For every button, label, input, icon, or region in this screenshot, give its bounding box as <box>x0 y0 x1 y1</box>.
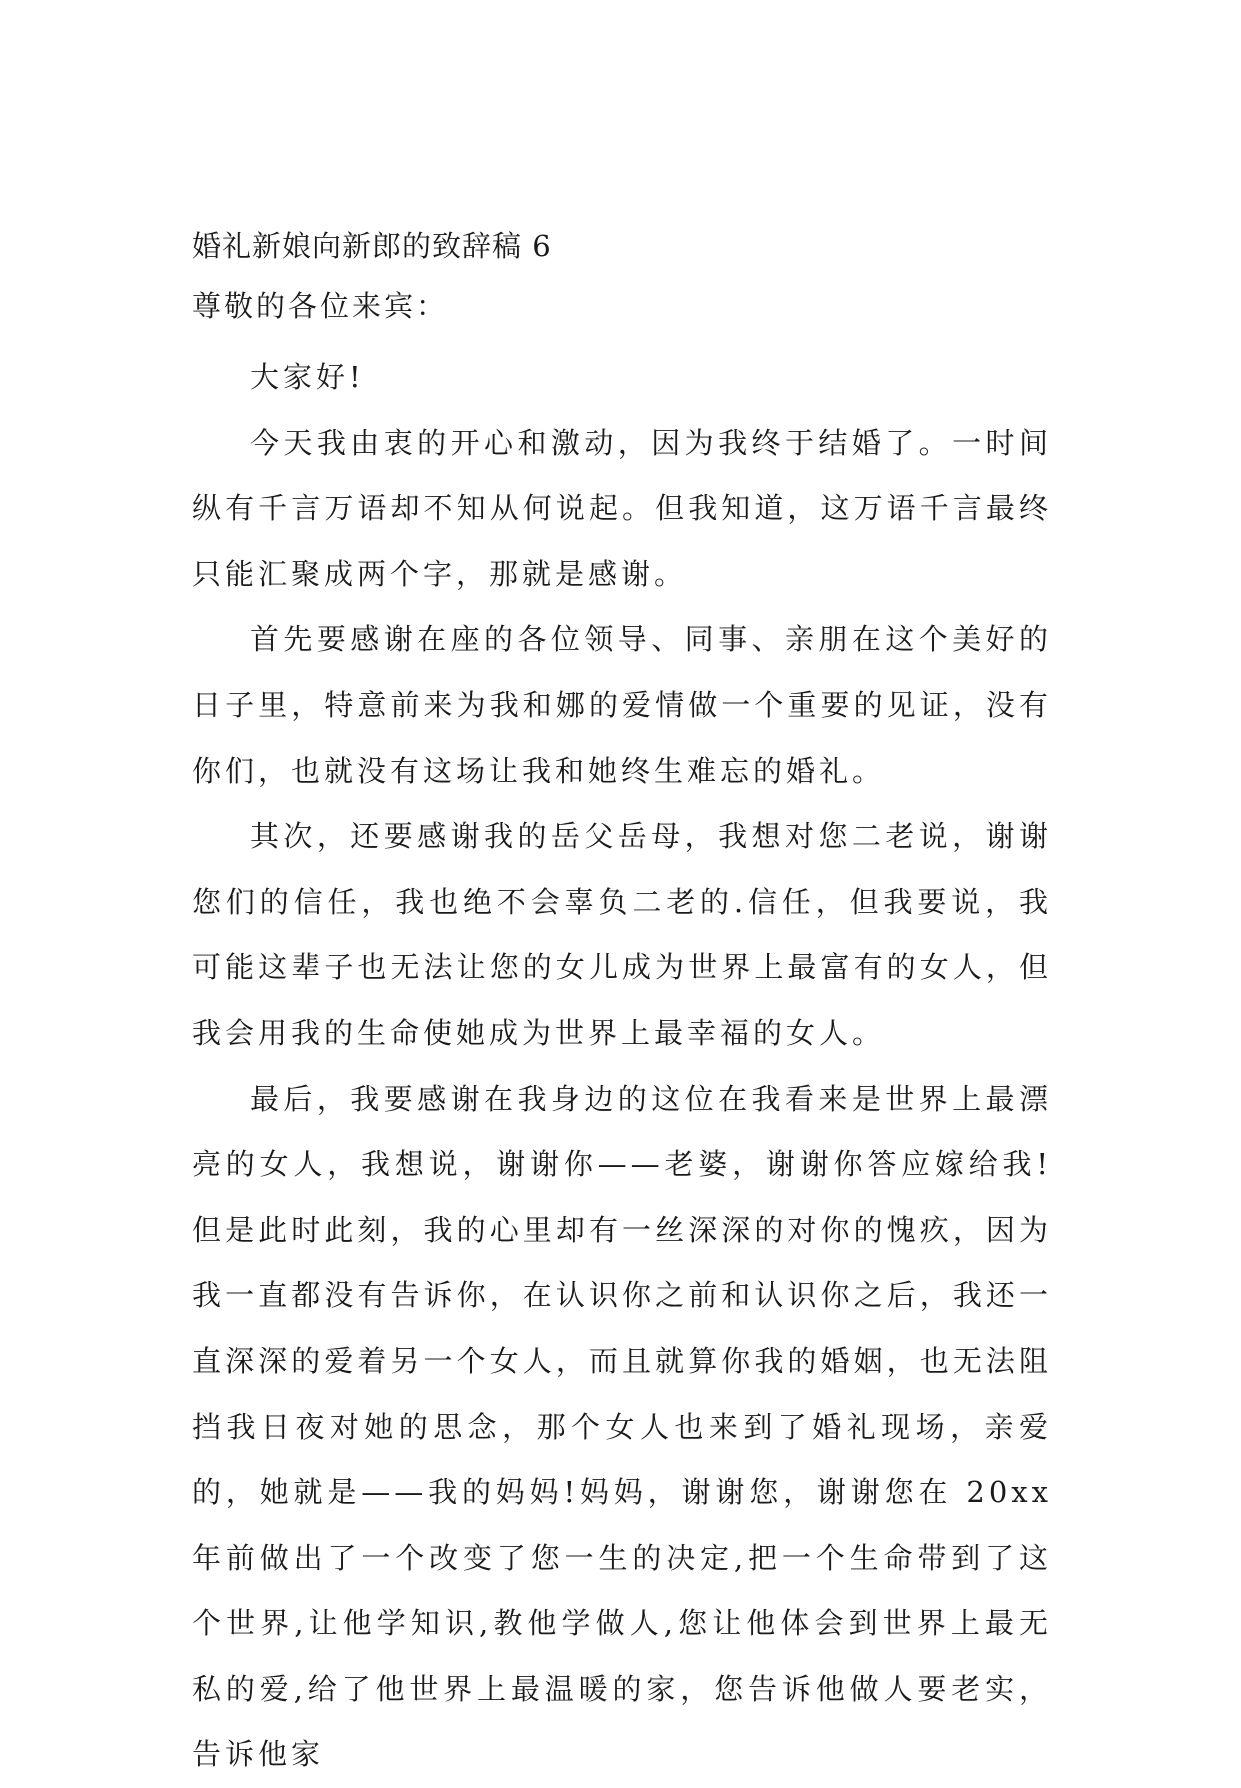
paragraph-greeting: 大家好! <box>250 360 365 394</box>
document-title: 婚礼新娘向新郎的致辞稿 6 <box>192 229 552 263</box>
paragraph: 其次，还要感谢我的岳父岳母，我想对您二老说，谢谢您们的信任，我也绝不会辜负二老的.信任，但我要说，我可能这辈子也无法让您的女儿成为世界上最富有的女人，但我会用我的生命使她成为世界上最幸福的女人。 <box>192 819 1052 1050</box>
document-body <box>192 345 1052 1788</box>
salutation: 尊敬的各位来宾： <box>192 289 449 323</box>
paragraph: 首先要感谢在座的各位领导、同事、亲朋在这个美好的日子里，特意前来为我和娜的爱情做一个重要的见证，没有你们，也就没有这场让我和她终生难忘的婚礼。 <box>192 622 1052 788</box>
paragraph: 今天我由衷的开心和激动，因为我终于结婚了。一时间纵有千言万语却不知从何说起。但我知道，这万语千言最终只能汇聚成两个字，那就是感谢。 <box>192 425 1052 591</box>
paragraph: 最后，我要感谢在我身边的这位在我看来是世界上最漂亮的女人，我想说，谢谢你——老婆，谢谢你答应嫁给我!但是此时此刻，我的心里却有一丝深深的对你的愧疚，因为我一直都没有告诉你，在认识你之前和认识你之后，我还一直深深的爱着另一个女人，而且就算你我的婚姻，也无法阻挡我日夜对她的思念，那个女人也来到了婚礼现场，亲爱的，她就是——我的妈妈!妈妈，谢谢您，谢谢您在 20xx 年前做出了一个改变了您一生的决定,把一个生命带到了这个世界,让他学知识,教他学做人,您让他体会到世界上最无私的爱,给了他世界上最温暖的家，您告诉他做人要老实，告诉他家 <box>192 1081 1052 1772</box>
